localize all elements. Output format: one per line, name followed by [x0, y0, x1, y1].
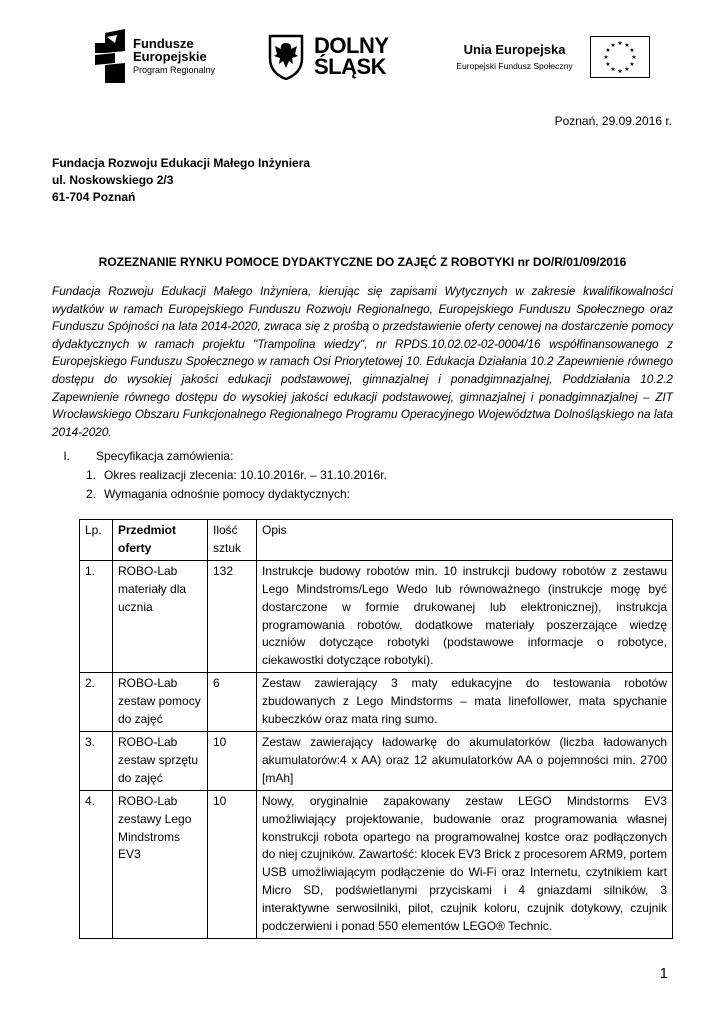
svg-text:★: ★ [617, 40, 623, 47]
fe-emblem-icon [95, 29, 125, 83]
cell-item: ROBO-Lab zestaw sprzętu do zajęć [113, 731, 208, 790]
svg-text:★: ★ [603, 54, 609, 61]
spec-list-item [52, 485, 673, 504]
recipient-line-1: Fundacja Rozwoju Edukacji Małego Inżyniera [52, 156, 311, 170]
cell-item: ROBO-Lab materiały dla ucznia [113, 560, 208, 672]
spec-item-number: 1. [85, 468, 96, 482]
svg-text:★: ★ [605, 61, 611, 68]
recipient-address [52, 155, 310, 206]
table-row [80, 560, 673, 672]
table-row [80, 673, 673, 732]
cell-item: ROBO-Lab zestawy Lego Mindstroms EV3 [113, 790, 208, 938]
cell-desc: Instrukcje budowy robotów min. 10 instrukcji budowy robotów z zestawu Lego Mindstroms/Lego Wedo lub równoważnego (instrukcje mogę być dostarczone w formie drukowanej lub elektronicznej), instrukcja programowania robotów, dodatkowe materiały poszerzające wiedzę uczniów dotyczące robotyki (podstawowe informacje o robotyce, ciekawostki dotyczące robotyki). [257, 560, 673, 672]
cell-qty: 6 [208, 673, 257, 732]
document-date: Poznań, 29.09.2016 r. [554, 114, 672, 128]
specification-list [52, 447, 673, 504]
svg-text:★: ★ [629, 61, 635, 68]
recipient-line-2: ul. Noskowskiego 2/3 [52, 173, 174, 187]
page-number: 1 [659, 965, 668, 982]
spec-list-item [52, 466, 673, 485]
fe-logo-line2: Europejskie [133, 49, 207, 65]
cell-lp: 2. [80, 673, 113, 732]
cell-qty: 132 [208, 560, 257, 672]
table-header-row [80, 520, 673, 561]
header-qty: Ilość sztuk [208, 520, 257, 561]
cell-lp: 3. [80, 731, 113, 790]
spec-item-text: Okres realizacji zlecenia: 10.10.2016r. – 31.10.2016r. [104, 468, 387, 482]
table-row [80, 790, 673, 938]
spec-item-text: Wymagania odnośnie pomocy dydaktycznych: [104, 487, 351, 501]
header-lp: Lp. [80, 520, 113, 561]
eu-flag-icon [590, 36, 650, 78]
ue-logo-line1: Unia Europejska [463, 42, 566, 57]
fundusze-europejskie-logo [95, 28, 245, 84]
items-table [79, 519, 673, 939]
fe-logo-line3: Program Regionalny [133, 64, 216, 75]
ds-logo-line1: DOLNY [314, 33, 389, 59]
document-title: ROZEZNANIE RYNKU POMOCE DYDAKTYCZNE DO ZAJĘĆ Z ROBOTYKI nr DO/R/01/09/2016 [98, 255, 627, 269]
cell-qty: 10 [208, 790, 257, 938]
spec-section-label: Specyfikacja zamówienia: [96, 449, 234, 463]
svg-text:★: ★ [605, 47, 611, 54]
cell-lp: 1. [80, 560, 113, 672]
header-item: Przedmiot oferty [113, 520, 208, 561]
fe-logo-line1: Fundusze [133, 35, 194, 51]
svg-text:★: ★ [631, 54, 637, 61]
svg-text:★: ★ [610, 66, 616, 73]
spec-section-heading [52, 447, 673, 466]
ds-logo-line2: ŚLĄSK [314, 54, 387, 79]
spec-item-number: 2. [85, 487, 96, 501]
ue-logo-line2: Europejski Fundusz Społeczny [456, 61, 573, 71]
svg-text:★: ★ [624, 42, 630, 49]
intro-paragraph: Fundacja Rozwoju Edukacji Małego Inżyniera, kierując się zapisami Wytycznych w zakresie kwalifikowalności wydatków w ramach Europejskiego Funduszu Rozwoju Regionalnego, Europejskiego Funduszu Społecznego oraz Funduszu Spójności na lata 2014-2020, zwraca się z prośbą o przedstawienie oferty cenowej na dostarczenie pomocy dydaktycznych w ramach projektu "Trampolina wiedzy", nr RPDS.10.02.02-02-0004/16 współfinansowanego z Europejskiego Funduszu Społecznego w ramach Osi Priorytetowej 10. Edukacja Działania 10.2 Zapewnienie równego dostępu do wysokiej jakości edukacji podstawowej, gimnazjalnej i ponadgimnazjalnej, Poddziałania 10.2.2 Zapewnienie równego dostępu do wysokiej jakości edukacji podstawowej, gimnazjalnej i ponadgimnazjalnej – ZIT Wrocławskiego Obszaru Funkcjonalnego Regionalnego Programu Operacyjnego Województwa Dolnośląskiego na lata 2014-2020. [52, 284, 673, 439]
eagle-shield-icon [268, 34, 304, 80]
spec-section-number: I. [63, 449, 70, 463]
cell-desc: Nowy, oryginalnie zapakowany zestaw LEGO Mindstorms EV3 umożliwiający projektowanie, budowanie oraz programowania własnej konstrukcji robota opartego na programowalnej kostce oraz podłączonych do niej czujników. Zawartość: klocek EV3 Brick z procesorem ARM9, portem USB umożliwiającym podłączenie do Wi-Fi oraz Internetu, czytnikiem kart Micro SD, podświetlanymi przyciskami i 4 gniazdami silników, 3 interaktywne serwosilniki, pilot, czujnik koloru, czujnik dotykowy, czujnik podczerwieni i ponad 550 elementów LEGO® Technic. [257, 790, 673, 938]
svg-text:★: ★ [617, 68, 623, 75]
svg-text:★: ★ [624, 66, 630, 73]
dolny-slask-logo [268, 32, 408, 82]
table-row [80, 731, 673, 790]
cell-desc: Zestaw zawierający ładowarkę do akumulatorków (liczba ładowanych akumulatorów:4 x AA) oraz 12 akumulatorków AA o pojemności min. 2700 [mAh] [257, 731, 673, 790]
cell-desc: Zestaw zawierający 3 maty edukacyjne do testowania robotów zbudowanych z Lego Mindstorms – mata linefollower, mata spychanie kubeczków oraz mata ring sumo. [257, 673, 673, 732]
svg-text:★: ★ [610, 42, 616, 49]
header-desc: Opis [257, 520, 673, 561]
unia-europejska-logo [447, 36, 657, 82]
svg-text:★: ★ [629, 47, 635, 54]
cell-qty: 10 [208, 731, 257, 790]
recipient-line-3: 61-704 Poznań [52, 190, 136, 204]
cell-lp: 4. [80, 790, 113, 938]
cell-item: ROBO-Lab zestaw pomocy do zajęć [113, 673, 208, 732]
